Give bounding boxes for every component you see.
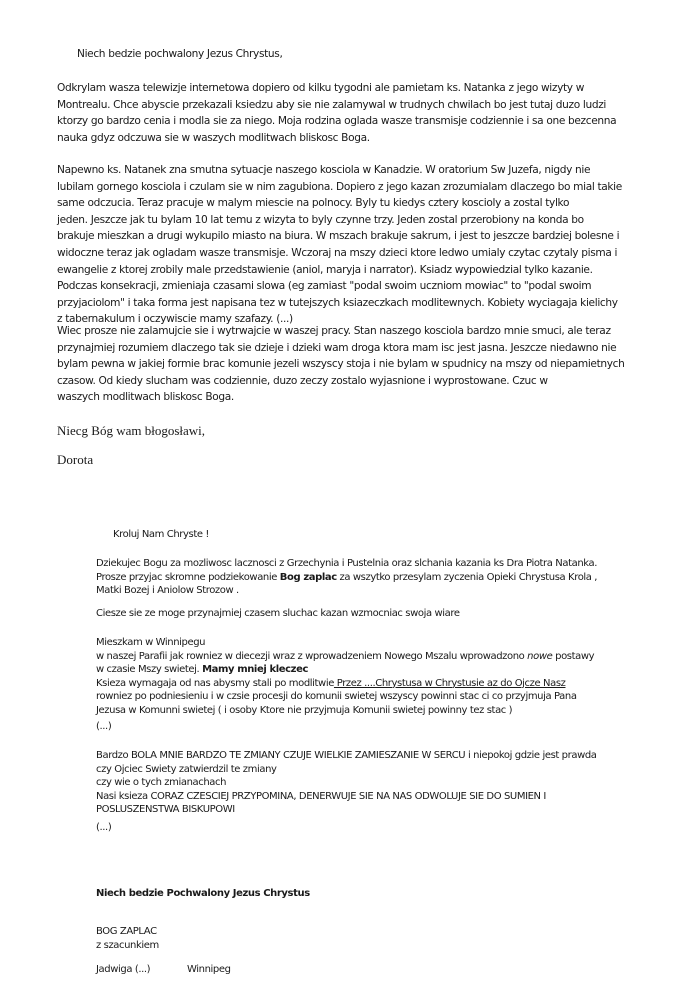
regards-text: z szacunkiem	[96, 939, 159, 951]
letter2-ellipsis-2	[96, 821, 111, 835]
text-line: Nasi ksieza CORAZ CZESCIEJ PRZYPOMINA, DENERWUJE SIE NA NAS ODWOLUJE SIE DO SUMIEN I	[96, 790, 546, 802]
text-line: nauka gdyz odczuwa sie w waszych modlitwach bliskosc Boga.	[57, 131, 370, 144]
text-segment: za wszytko przesylam zyczenia Opieki Chrystusa Krola ,	[336, 571, 598, 583]
text-line: Bardzo BOLA MNIE BARDZO TE ZMIANY CZUJE WIELKIE ZAMIESZANIE W SERCU i niepokoj gdzie jest prawda	[96, 750, 597, 761]
letter2-greeting	[113, 528, 209, 542]
text-segment: postawy	[552, 650, 595, 662]
text-line: z tabernakulum i oczywiscie mamy szafazy. (...)	[57, 313, 293, 326]
text-line	[96, 677, 594, 691]
letter2-ellipsis-1	[96, 720, 111, 734]
text-line: brakuje mieszkan a drugi wykupilo miasto na biura. W mszach brakuje sakrum, i jest to jeszcze bardziej bolesne i	[57, 230, 620, 243]
text-line: POSLUSZENSTWA BISKUPOWI	[96, 804, 235, 816]
text-line: Montrealu. Chce abyscie przekazali ksiedzu aby sie nie zalamywal w trudnych chwilach bo jest tutaj duzo ludzi	[57, 98, 607, 111]
text-line	[96, 650, 594, 664]
text-line: jeden. Jeszcze jak tu bylam 10 lat temu z wizyta to byly czynne trzy. Jeden zostal przerobiony na konda bo	[57, 213, 584, 226]
greeting-text: Niech bedzie pochwalony Jezus Chrystus,	[77, 48, 283, 60]
text-segment: w czasie Mszy swietej.	[96, 664, 203, 676]
text-line	[96, 663, 594, 677]
letter2-paragraph-3	[96, 636, 594, 718]
text-line: czy Ojciec Swiety zatwierdzil te zmiany	[96, 763, 277, 775]
bold-emphasis: Mamy mniej kleczec	[202, 664, 308, 676]
ellipsis-text: (...)	[96, 822, 112, 833]
greeting-text: Kroluj Nam Chryste !	[113, 529, 209, 540]
text-line: przyjaciolom" i taka forma jest napisana tez w tutejszych ksiazeczkach modlitewnych. Kobiety wyciagaja kielichy	[57, 296, 618, 309]
text-line: Dziekujec Bogu za mozliwosc lacznosci z Grzechynia i Pustelnia oraz slchania kazania ks Dra Piotra Natanka.	[96, 558, 597, 569]
letter2-paragraph-1	[96, 557, 597, 598]
text-line: Wiec prosze nie zalamujcie sie i wytrwajcie w waszej pracy. Stan naszego kosciola bardzo mnie smuci, ale teraz	[57, 325, 611, 337]
ellipsis-text: (...)	[96, 721, 112, 732]
thanks-text: BOG ZAPLAC	[96, 926, 157, 937]
letter1-signature	[57, 452, 93, 468]
text-line: przynajmiej rozumiem dlaczego tak sie dzieje i dzieki wam droga ktora mam isc jest jasna. Jeszcze niedawno nie	[57, 341, 617, 354]
text-line: bylam pewna w jakiej formie brac komunie jezeli wszyscy stoja i nie bylam w spudnicy na mszy od niepamietnych	[57, 358, 625, 371]
letter2-signature-name	[96, 963, 150, 977]
text-segment: w naszej Parafii jak rowniez w diecezji wraz z wprowadzeniem Nowego Mszalu wprowadzono	[96, 650, 528, 662]
letter1-greeting	[77, 46, 283, 63]
letter2-closing	[96, 887, 310, 901]
signature-city-text: Winnipeg	[187, 964, 231, 975]
text-line: Mieszkam w Winnipegu	[96, 637, 206, 648]
closing-text: Niecg Bóg wam błogosławi,	[57, 423, 206, 438]
text-line: Ciesze sie ze moge przynajmiej czasem sluchac kazan wzmocniac swoja wiare	[96, 608, 460, 619]
closing-bold-text: Niech bedzie Pochwalony Jezus Chrystus	[96, 888, 310, 899]
text-line: ktorzy go bardzo cenia i modla sie za niego. Moja rodzina oglada wasze transmisje codziennie i sa one bezcenna	[57, 115, 617, 128]
text-line: ewangelie z ktorej zrobily male przedstawienie (aniol, maryja i narrator). Ksiadz wypowiedzial tylko kazanie.	[57, 263, 593, 276]
underlined-prayer: Przez ....Chrystusa w Chrystusie az do Ojcze Nasz	[333, 677, 566, 689]
signature-text: Dorota	[57, 452, 94, 467]
letter1-paragraph-1	[57, 80, 616, 146]
text-segment: Ksieza wymagaja od nas abysmy stali po modlitwie	[96, 677, 334, 689]
letter2-thanks-block	[96, 925, 159, 952]
text-line: Napewno ks. Natanek zna smutna sytuacje naszego kosciola w Kanadzie. W oratorium Sw Juzefa, nigdy nie	[57, 164, 591, 176]
text-line: rowniez po podniesieniu i w czsie procesji do komunii swietej wszyscy powinni stac ci co przyjmuja Pana	[96, 691, 577, 703]
letter1-paragraph-3	[57, 323, 625, 406]
letter1-closing	[57, 423, 205, 439]
text-line: Odkrylam wasza telewizje internetowa dopiero od kilku tygodni ale pamietam ks. Natanka z jego wizyty w	[57, 82, 585, 94]
text-line: widoczne teraz jak ogladam wasze transmisje. Wczoraj na mszy dzieci ktore ledwo umialy czytac czytaly pisma i	[57, 246, 618, 259]
text-line: same odczucia. Teraz pracuje w malym miescie na polnocy. Byly tu kiedys cztery koscioly a zostal tylko	[57, 197, 570, 210]
bold-emphasis: Bog zaplac	[279, 571, 337, 583]
signature-name-text: Jadwiga (...)	[96, 964, 151, 975]
letter2-paragraph-2	[96, 607, 460, 621]
text-line: czy wie o tych zmianachach	[96, 777, 227, 789]
text-segment: Prosze przyjac skromne podziekowanie	[96, 571, 280, 583]
letter2-signature-city	[187, 963, 231, 977]
text-line: Jezusa w Komunni swietej ( i osoby Ktore nie przyjmuja Komunii swietej powinny tez stac )	[96, 704, 513, 716]
text-line: czasow. Od kiedy slucham was codziennie, duzo zeczy zostalo wyjasnione i wyprostowane. Czuc w	[57, 374, 548, 387]
letter1-paragraph-2	[57, 162, 622, 328]
text-line: lubilam gornego kosciola i czulam sie w nim zagubiona. Dopiero z jego kazan zrozumialam dlaczego bo mial takie	[57, 180, 622, 193]
text-line	[96, 571, 597, 585]
text-line: waszych modlitwach bliskosc Boga.	[57, 391, 234, 404]
text-line: Matki Bozej i Aniolow Strozow .	[96, 585, 239, 597]
letter2-paragraph-4	[96, 749, 597, 817]
italic-emphasis: nowe	[527, 650, 553, 662]
text-line: Podczas konsekracji, zmieniaja czasami slowa (eg zamiast "podal swoim uczniom mowiac" to "podal swoim	[57, 280, 592, 293]
